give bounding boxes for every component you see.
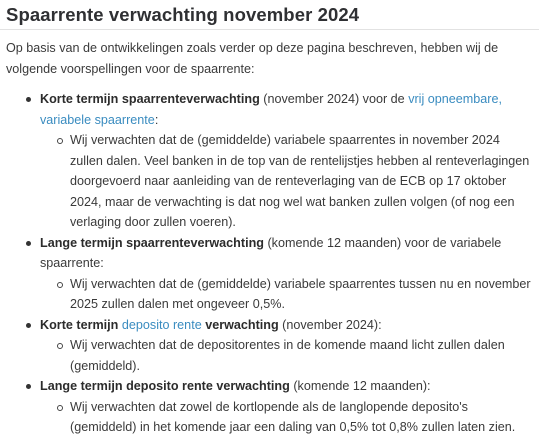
- intro-paragraph: Op basis van de ontwikkelingen zoals verder op deze pagina beschreven, hebben wij de volgende voorspellingen voor de spaarrente:: [6, 41, 499, 76]
- bullet-icon: [26, 97, 31, 102]
- sub-item-text: Wij verwachten dat zowel de kortlopende als de langlopende deposito's (gemiddeld) in het komende jaar een daling van 0,5% tot 0,8% zullen laten zien.: [70, 399, 516, 434]
- deposito-rente-link[interactable]: deposito rente: [121, 317, 202, 332]
- item-text: :: [154, 112, 159, 127]
- sub-item-text: Wij verwachten dat de depositorentes in de komende maand licht zullen dalen (gemiddeld).: [70, 338, 505, 373]
- list-item: [0, 315, 539, 377]
- list-item: [0, 89, 539, 233]
- sub-item-text: Wij verwachten dat de (gemiddelde) variabele spaarrentes tussen nu en november 2025 zullen dalen met ongeveer 0,5%.: [70, 276, 531, 311]
- item-heading-suffix: verwachting: [201, 317, 279, 332]
- sub-list: [40, 397, 535, 438]
- sub-item-text: Wij verwachten dat de (gemiddelde) variabele spaarrentes in november 2024 zullen dalen. Veel banken in de top van de rentelijstjes hebben al renteverlagingen doorgevoerd naar aanleiding van de renteverlaging van de ECB op 17 oktober 2024, maar de verwachting is dat nog wel wat banken zullen volgen (of nog een verlaging door zullen voeren).: [70, 133, 530, 229]
- circle-bullet-icon: [57, 282, 63, 288]
- item-heading: Korte termijn spaarrenteverwachting: [40, 92, 260, 106]
- item-text: (komende 12 maanden) voor de variabele spaarrente:: [40, 235, 502, 270]
- page-title: Spaarrente verwachting november 2024: [6, 4, 360, 25]
- sub-list-item: [40, 130, 535, 233]
- sub-list: [40, 335, 535, 376]
- item-text: (november 2024) voor de: [259, 92, 409, 106]
- circle-bullet-icon: [57, 405, 63, 411]
- sub-list: [40, 130, 535, 233]
- variabele-spaarrente-link[interactable]: vrij opneembare, variabele spaarrente: [40, 92, 502, 127]
- item-heading: Lange termijn deposito rente verwachting: [40, 379, 290, 393]
- sub-list-item: [40, 397, 535, 438]
- list-item: [0, 233, 539, 315]
- circle-bullet-icon: [57, 138, 63, 144]
- circle-bullet-icon: [57, 343, 63, 349]
- forecast-list: [0, 89, 539, 438]
- sub-list-item: [40, 274, 535, 315]
- title-divider: [0, 29, 539, 30]
- item-heading: Lange termijn spaarrenteverwachting: [40, 235, 264, 250]
- sub-list: [40, 274, 535, 315]
- bullet-icon: [26, 241, 31, 246]
- item-text: (komende 12 maanden):: [289, 379, 431, 393]
- sub-list-item: [40, 335, 535, 376]
- item-text: (november 2024):: [278, 317, 382, 332]
- bullet-icon: [26, 323, 31, 328]
- list-item: [0, 376, 539, 438]
- item-heading: Korte termijn: [40, 317, 122, 332]
- bullet-icon: [26, 384, 31, 389]
